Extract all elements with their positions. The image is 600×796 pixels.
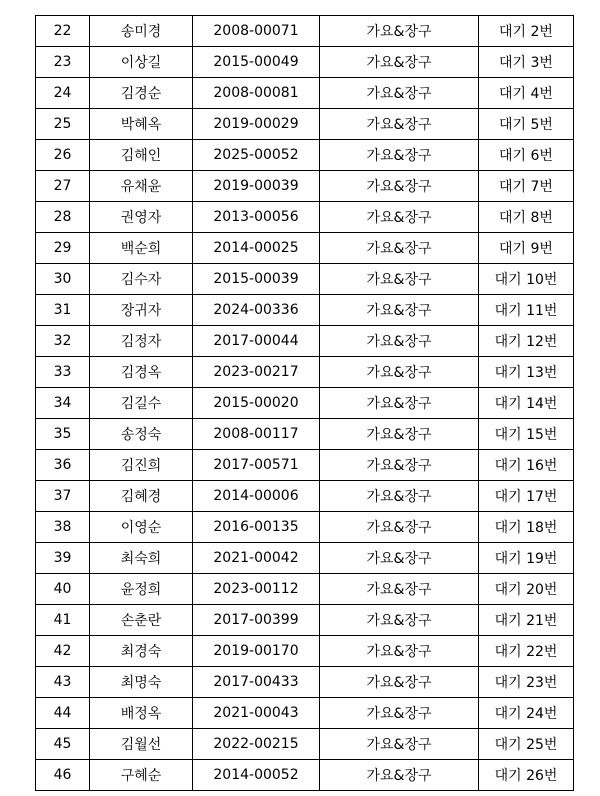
waitlist-status-cell: 대기 18번	[479, 512, 574, 543]
member-name-cell: 최명숙	[90, 667, 193, 698]
table-row	[36, 233, 574, 264]
member-id-cell: 2008-00071	[193, 16, 320, 47]
table-row	[36, 140, 574, 171]
waitlist-status-cell: 대기 3번	[479, 47, 574, 78]
member-name-cell: 손춘란	[90, 605, 193, 636]
member-name-cell: 김진희	[90, 450, 193, 481]
table-row	[36, 171, 574, 202]
row-number-cell: 46	[36, 760, 90, 791]
member-name-cell: 김정자	[90, 326, 193, 357]
member-name-cell: 구혜순	[90, 760, 193, 791]
class-name-cell: 가요&장구	[320, 171, 479, 202]
class-name-cell: 가요&장구	[320, 202, 479, 233]
table-row	[36, 16, 574, 47]
table-row	[36, 419, 574, 450]
member-name-cell: 장귀자	[90, 295, 193, 326]
waitlist-status-cell: 대기 11번	[479, 295, 574, 326]
table-row	[36, 605, 574, 636]
row-number-cell: 36	[36, 450, 90, 481]
member-id-cell: 2014-00025	[193, 233, 320, 264]
member-id-cell: 2016-00135	[193, 512, 320, 543]
row-number-cell: 23	[36, 47, 90, 78]
row-number-cell: 22	[36, 16, 90, 47]
table-row	[36, 388, 574, 419]
class-name-cell: 가요&장구	[320, 140, 479, 171]
row-number-cell: 34	[36, 388, 90, 419]
class-name-cell: 가요&장구	[320, 605, 479, 636]
member-name-cell: 김경순	[90, 78, 193, 109]
class-name-cell: 가요&장구	[320, 78, 479, 109]
waitlist-status-cell: 대기 23번	[479, 667, 574, 698]
class-name-cell: 가요&장구	[320, 295, 479, 326]
member-id-cell: 2015-00039	[193, 264, 320, 295]
member-name-cell: 김월선	[90, 729, 193, 760]
row-number-cell: 27	[36, 171, 90, 202]
waitlist-status-cell: 대기 9번	[479, 233, 574, 264]
member-name-cell: 최숙희	[90, 543, 193, 574]
member-id-cell: 2022-00215	[193, 729, 320, 760]
row-number-cell: 24	[36, 78, 90, 109]
class-name-cell: 가요&장구	[320, 636, 479, 667]
member-name-cell: 최경숙	[90, 636, 193, 667]
member-id-cell: 2017-00044	[193, 326, 320, 357]
member-id-cell: 2015-00049	[193, 47, 320, 78]
row-number-cell: 39	[36, 543, 90, 574]
waitlist-status-cell: 대기 22번	[479, 636, 574, 667]
member-name-cell: 권영자	[90, 202, 193, 233]
table-row	[36, 574, 574, 605]
row-number-cell: 30	[36, 264, 90, 295]
member-name-cell: 김경옥	[90, 357, 193, 388]
member-id-cell: 2019-00170	[193, 636, 320, 667]
waitlist-table	[35, 15, 574, 791]
member-id-cell: 2008-00081	[193, 78, 320, 109]
member-id-cell: 2021-00043	[193, 698, 320, 729]
row-number-cell: 42	[36, 636, 90, 667]
row-number-cell: 26	[36, 140, 90, 171]
member-name-cell: 백순희	[90, 233, 193, 264]
row-number-cell: 31	[36, 295, 90, 326]
class-name-cell: 가요&장구	[320, 109, 479, 140]
table-row	[36, 636, 574, 667]
class-name-cell: 가요&장구	[320, 698, 479, 729]
waitlist-status-cell: 대기 17번	[479, 481, 574, 512]
member-name-cell: 윤정희	[90, 574, 193, 605]
table-row	[36, 698, 574, 729]
class-name-cell: 가요&장구	[320, 326, 479, 357]
row-number-cell: 43	[36, 667, 90, 698]
member-name-cell: 배정옥	[90, 698, 193, 729]
class-name-cell: 가요&장구	[320, 47, 479, 78]
waitlist-status-cell: 대기 26번	[479, 760, 574, 791]
table-row	[36, 357, 574, 388]
member-name-cell: 박혜옥	[90, 109, 193, 140]
waitlist-status-cell: 대기 2번	[479, 16, 574, 47]
row-number-cell: 40	[36, 574, 90, 605]
waitlist-table-body	[36, 16, 574, 791]
row-number-cell: 28	[36, 202, 90, 233]
row-number-cell: 35	[36, 419, 90, 450]
member-id-cell: 2008-00117	[193, 419, 320, 450]
member-id-cell: 2014-00006	[193, 481, 320, 512]
member-name-cell: 이영순	[90, 512, 193, 543]
member-name-cell: 송미경	[90, 16, 193, 47]
table-row	[36, 543, 574, 574]
member-id-cell: 2023-00217	[193, 357, 320, 388]
class-name-cell: 가요&장구	[320, 760, 479, 791]
table-row	[36, 760, 574, 791]
waitlist-status-cell: 대기 7번	[479, 171, 574, 202]
row-number-cell: 41	[36, 605, 90, 636]
waitlist-status-cell: 대기 6번	[479, 140, 574, 171]
row-number-cell: 37	[36, 481, 90, 512]
row-number-cell: 33	[36, 357, 90, 388]
table-row	[36, 78, 574, 109]
class-name-cell: 가요&장구	[320, 233, 479, 264]
table-row	[36, 47, 574, 78]
class-name-cell: 가요&장구	[320, 388, 479, 419]
member-id-cell: 2025-00052	[193, 140, 320, 171]
member-name-cell: 김길수	[90, 388, 193, 419]
waitlist-status-cell: 대기 5번	[479, 109, 574, 140]
class-name-cell: 가요&장구	[320, 419, 479, 450]
waitlist-status-cell: 대기 4번	[479, 78, 574, 109]
class-name-cell: 가요&장구	[320, 729, 479, 760]
member-id-cell: 2021-00042	[193, 543, 320, 574]
member-id-cell: 2019-00039	[193, 171, 320, 202]
waitlist-status-cell: 대기 14번	[479, 388, 574, 419]
table-row	[36, 667, 574, 698]
class-name-cell: 가요&장구	[320, 16, 479, 47]
row-number-cell: 25	[36, 109, 90, 140]
table-row	[36, 264, 574, 295]
member-id-cell: 2017-00571	[193, 450, 320, 481]
class-name-cell: 가요&장구	[320, 512, 479, 543]
member-name-cell: 유채윤	[90, 171, 193, 202]
waitlist-status-cell: 대기 21번	[479, 605, 574, 636]
waitlist-status-cell: 대기 13번	[479, 357, 574, 388]
member-id-cell: 2017-00433	[193, 667, 320, 698]
waitlist-status-cell: 대기 25번	[479, 729, 574, 760]
waitlist-status-cell: 대기 12번	[479, 326, 574, 357]
member-name-cell: 이상길	[90, 47, 193, 78]
member-id-cell: 2014-00052	[193, 760, 320, 791]
member-name-cell: 김수자	[90, 264, 193, 295]
class-name-cell: 가요&장구	[320, 667, 479, 698]
row-number-cell: 29	[36, 233, 90, 264]
member-id-cell: 2023-00112	[193, 574, 320, 605]
waitlist-status-cell: 대기 16번	[479, 450, 574, 481]
member-id-cell: 2019-00029	[193, 109, 320, 140]
member-name-cell: 송정숙	[90, 419, 193, 450]
table-row	[36, 326, 574, 357]
table-row	[36, 512, 574, 543]
table-row	[36, 481, 574, 512]
waitlist-status-cell: 대기 15번	[479, 419, 574, 450]
waitlist-status-cell: 대기 24번	[479, 698, 574, 729]
row-number-cell: 38	[36, 512, 90, 543]
class-name-cell: 가요&장구	[320, 450, 479, 481]
row-number-cell: 45	[36, 729, 90, 760]
member-id-cell: 2024-00336	[193, 295, 320, 326]
member-name-cell: 김혜경	[90, 481, 193, 512]
member-id-cell: 2013-00056	[193, 202, 320, 233]
table-row	[36, 295, 574, 326]
class-name-cell: 가요&장구	[320, 543, 479, 574]
table-row	[36, 202, 574, 233]
class-name-cell: 가요&장구	[320, 574, 479, 605]
row-number-cell: 32	[36, 326, 90, 357]
member-id-cell: 2017-00399	[193, 605, 320, 636]
table-row	[36, 450, 574, 481]
class-name-cell: 가요&장구	[320, 481, 479, 512]
table-row	[36, 109, 574, 140]
member-name-cell: 김해인	[90, 140, 193, 171]
class-name-cell: 가요&장구	[320, 357, 479, 388]
waitlist-status-cell: 대기 10번	[479, 264, 574, 295]
waitlist-status-cell: 대기 19번	[479, 543, 574, 574]
member-id-cell: 2015-00020	[193, 388, 320, 419]
waitlist-status-cell: 대기 20번	[479, 574, 574, 605]
class-name-cell: 가요&장구	[320, 264, 479, 295]
table-row	[36, 729, 574, 760]
row-number-cell: 44	[36, 698, 90, 729]
waitlist-status-cell: 대기 8번	[479, 202, 574, 233]
